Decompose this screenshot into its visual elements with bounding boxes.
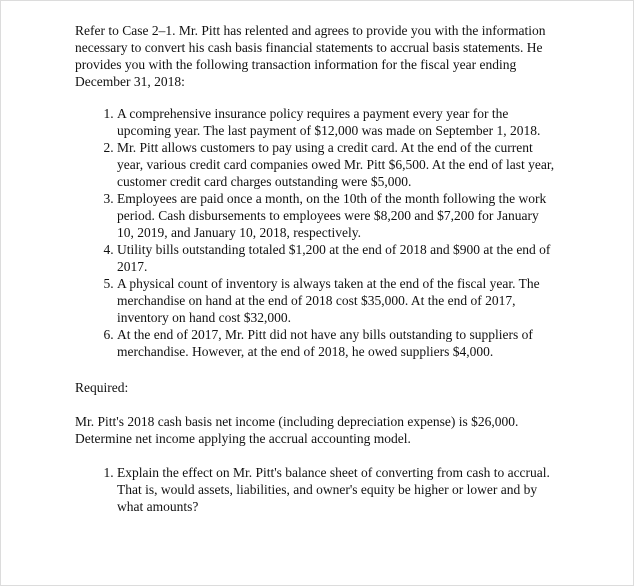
list-item: 4. Utility bills outstanding totaled $1,200 at the end of 2018 and $900 at the end of 2017. bbox=[117, 241, 557, 275]
list-item: 6. At the end of 2017, Mr. Pitt did not have any bills outstanding to suppliers of merchandise. However, at the end of 2018, he owed suppliers $4,000. bbox=[117, 326, 557, 360]
document-body bbox=[75, 22, 557, 515]
required-heading: Required: bbox=[75, 380, 129, 395]
list-item: 2. Mr. Pitt allows customers to pay using a credit card. At the end of the current year, various credit card companies owed Mr. Pitt $6,500. At the end of last year, customer credit card charges outstanding were $5,000. bbox=[117, 139, 557, 190]
intro-paragraph: Refer to Case 2–1. Mr. Pitt has relented and agrees to provide you with the information necessary to convert his cash basis financial statements to accrual basis statements. He provides you with the following transaction information for the fiscal year ending December 31, 2018: bbox=[75, 23, 546, 89]
required-paragraph: Mr. Pitt's 2018 cash basis net income (including depreciation expense) is $26,000. Determine net income applying the accrual accounting model. bbox=[75, 414, 519, 446]
transaction-list bbox=[75, 105, 557, 360]
list-item: 5. A physical count of inventory is always taken at the end of the fiscal year. The merchandise on hand at the end of 2018 cost $35,000. At the end of 2017, inventory on hand cost $32,000. bbox=[117, 275, 557, 326]
list-item: 1. Explain the effect on Mr. Pitt's balance sheet of converting from cash to accrual. That is, would assets, liabilities, and owner's equity be higher or lower and by what amounts? bbox=[117, 464, 557, 515]
question-list bbox=[75, 464, 557, 515]
list-item: 3. Employees are paid once a month, on the 10th of the month following the work period. Cash disbursements to employees were $8,200 and $7,200 for January 10, 2019, and January 10, 2018, respectively. bbox=[117, 190, 557, 241]
list-item: 1. A comprehensive insurance policy requires a payment every year for the upcoming year. The last payment of $12,000 was made on September 1, 2018. bbox=[117, 105, 557, 139]
